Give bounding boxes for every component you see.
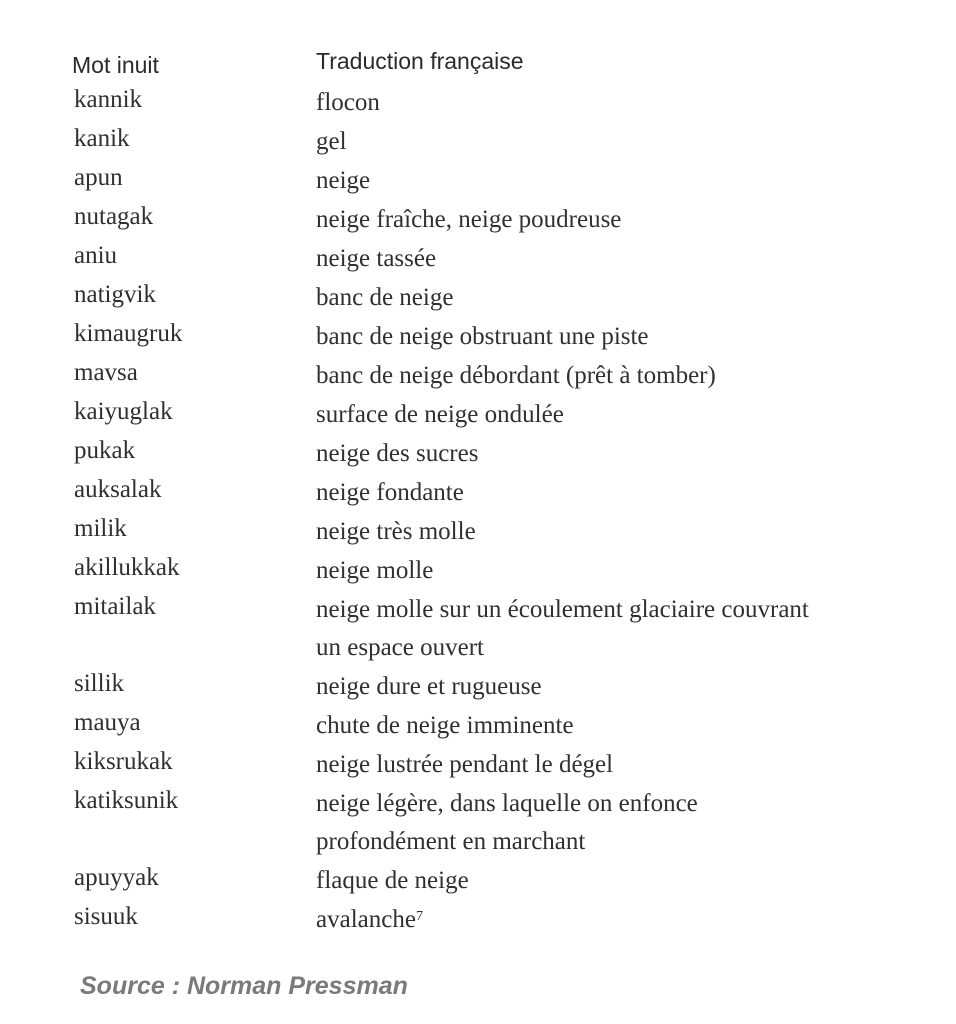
french-translation: [316, 396, 946, 434]
french-translation: [316, 84, 946, 122]
translation-line: [316, 84, 946, 122]
source-citation: Source : Norman Pressman: [80, 972, 408, 1000]
translation-line: [316, 591, 946, 629]
french-translation: [316, 746, 946, 784]
translation-line: [316, 707, 946, 745]
table-row: [0, 668, 956, 707]
inuit-word: sisuuk: [74, 903, 138, 930]
translation-text: flaque de neige: [316, 867, 469, 894]
inuit-word: akillukkak: [74, 554, 180, 581]
inuit-word: auksalak: [74, 476, 162, 503]
translation-text: flocon: [316, 89, 380, 116]
french-translation: [316, 318, 946, 356]
inuit-word: mauya: [74, 709, 141, 736]
translation-line: [316, 513, 946, 551]
inuit-word: mavsa: [74, 359, 138, 386]
translation-text: neige tassée: [316, 245, 437, 272]
translation-text: neige molle: [316, 557, 434, 584]
french-translation: [316, 707, 946, 745]
inuit-word: apuyyak: [74, 864, 159, 891]
table-row: [0, 435, 956, 474]
french-translation: [316, 435, 946, 473]
translation-line: [316, 668, 946, 706]
table-row: [0, 746, 956, 785]
translation-line: [316, 746, 946, 784]
french-translation: [316, 279, 946, 317]
translation-text: banc de neige obstruant une piste: [316, 323, 649, 350]
translation-text: avalanche: [316, 906, 416, 933]
inuit-word: kanik: [74, 125, 130, 152]
french-translation: [316, 201, 946, 239]
translation-text: banc de neige: [316, 284, 454, 311]
inuit-word: katiksunik: [74, 787, 179, 814]
translation-text: neige des sucres: [316, 440, 479, 467]
table-row: [0, 785, 956, 862]
table-row: [0, 240, 956, 279]
translation-line: [316, 279, 946, 317]
inuit-word: kiksrukak: [74, 748, 173, 775]
french-translation: [316, 123, 946, 161]
header-inuit-word: Mot inuit: [72, 52, 159, 78]
translation-line: [316, 201, 946, 239]
translation-line: [316, 123, 946, 161]
translation-line: [316, 862, 946, 900]
table-header: [0, 48, 956, 84]
french-translation: [316, 552, 946, 590]
translation-line: [316, 474, 946, 512]
french-translation: [316, 162, 946, 200]
translation-line: [316, 823, 946, 861]
translation-line: [316, 318, 946, 356]
inuit-word: milik: [74, 515, 127, 542]
inuit-word: pukak: [74, 437, 136, 464]
translation-text: neige très molle: [316, 518, 476, 545]
translation-text: neige légère, dans laquelle on enfonce: [316, 790, 698, 817]
table-row: [0, 901, 956, 940]
translation-text: neige fraîche, neige poudreuse: [316, 206, 622, 233]
header-french-translation: Traduction française: [316, 48, 524, 74]
table-row: [0, 513, 956, 552]
inuit-word: natigvik: [74, 281, 156, 308]
translation-line: [316, 240, 946, 278]
translation-text: neige molle sur un écoulement glaciaire couvrant: [316, 596, 809, 623]
translation-text: neige: [316, 167, 371, 194]
table-row: [0, 279, 956, 318]
translation-line: [316, 629, 946, 667]
inuit-word: kimaugruk: [74, 320, 183, 347]
translation-text: profondément en marchant: [316, 828, 586, 855]
french-translation: [316, 591, 946, 667]
vocabulary-table: [0, 84, 956, 940]
inuit-word: kannik: [74, 86, 143, 113]
inuit-word: mitailak: [74, 593, 156, 620]
translation-line: [316, 396, 946, 434]
french-translation: [316, 513, 946, 551]
french-translation: [316, 901, 946, 939]
table-row: [0, 396, 956, 435]
french-translation: [316, 785, 946, 861]
inuit-word: aniu: [74, 242, 118, 269]
translation-text: chute de neige imminente: [316, 712, 574, 739]
inuit-word: apun: [74, 164, 123, 191]
table-row: [0, 591, 956, 668]
table-row: [0, 552, 956, 591]
translation-line: [316, 435, 946, 473]
translation-line: [316, 552, 946, 590]
table-row: [0, 707, 956, 746]
french-translation: [316, 357, 946, 395]
translation-line: [316, 357, 946, 395]
table-row: [0, 123, 956, 162]
table-row: [0, 862, 956, 901]
table-row: [0, 84, 956, 123]
translation-text: banc de neige débordant (prêt à tomber): [316, 362, 716, 389]
inuit-word: kaiyuglak: [74, 398, 173, 425]
table-row: [0, 357, 956, 396]
french-translation: [316, 668, 946, 706]
translation-text: neige dure et rugueuse: [316, 673, 542, 700]
translation-line: [316, 901, 946, 939]
french-translation: [316, 240, 946, 278]
inuit-word: sillik: [74, 670, 125, 697]
table-row: [0, 201, 956, 240]
translation-text: surface de neige ondulée: [316, 401, 564, 428]
translation-text: gel: [316, 128, 347, 155]
translation-line: [316, 785, 946, 823]
translation-line: [316, 162, 946, 200]
table-row: [0, 318, 956, 357]
translation-text: neige fondante: [316, 479, 464, 506]
french-translation: [316, 474, 946, 512]
table-row: [0, 474, 956, 513]
translation-text: neige lustrée pendant le dégel: [316, 751, 614, 778]
table-row: [0, 162, 956, 201]
french-translation: [316, 862, 946, 900]
inuit-word: nutagak: [74, 203, 154, 230]
footnote-marker: 7: [415, 909, 423, 924]
translation-text: un espace ouvert: [316, 634, 484, 661]
